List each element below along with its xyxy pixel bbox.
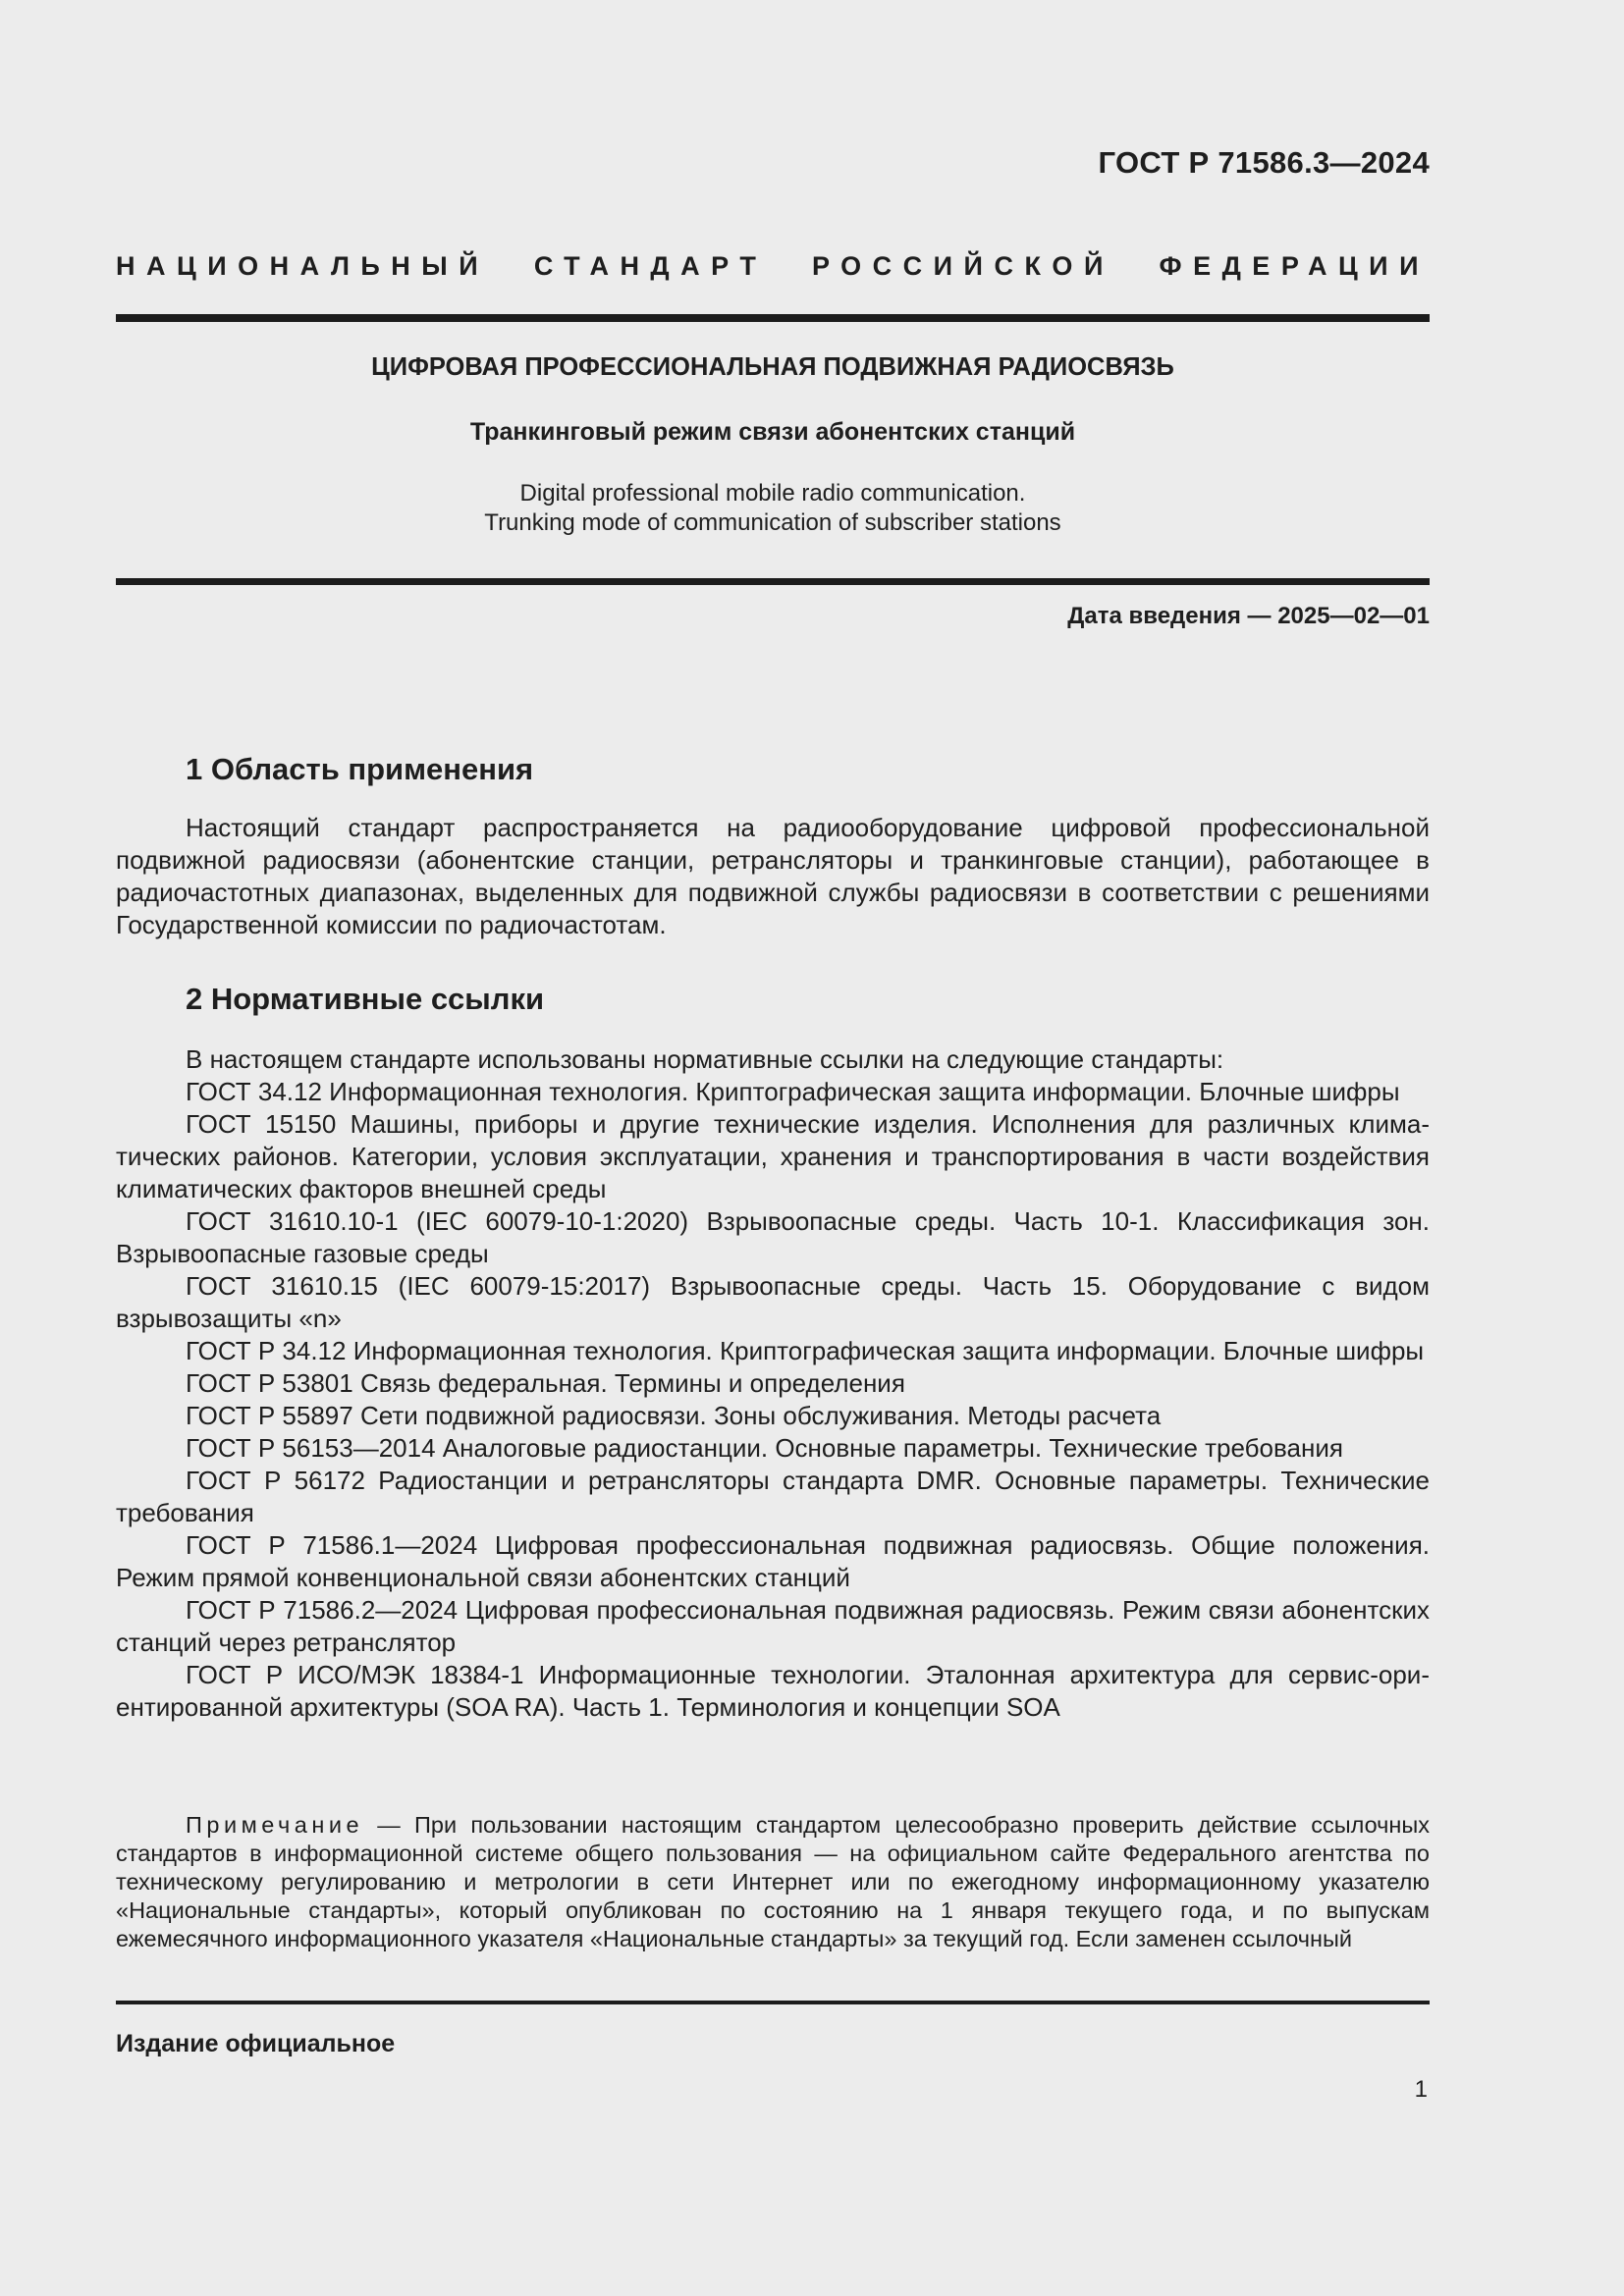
reference-note — [116, 1811, 1430, 1953]
reference-item: ГОСТ 31610.15 (IEC 60079-15:2017) Взрывоопасные среды. Часть 15. Оборудование с видом взрывозащиты «n» — [116, 1271, 1430, 1333]
reference-item: ГОСТ Р 71586.1—2024 Цифровая профессиональная подвижная радиосвязь. Общие положения. Режим прямой конвенциональной связи абонентских станций — [116, 1530, 1430, 1592]
standard-subtitle: Транкинговый режим связи абонентских станций — [469, 418, 1076, 446]
reference-item: ГОСТ 34.12 Информационная технология. Криптографическая защита информации. Блочные шифры — [186, 1077, 1400, 1106]
reference-item: ГОСТ Р 56153—2014 Аналоговые радиостанции. Основные параметры. Технические требования — [186, 1433, 1343, 1463]
introduction-date: Дата введения — 2025—02—01 — [1067, 603, 1430, 629]
english-title — [116, 479, 1430, 538]
section-2-heading: 2 Нормативные ссылки — [186, 982, 545, 1016]
reference-item: ГОСТ Р 34.12 Информационная технология. Криптографическая защита информации. Блочные шифры — [186, 1336, 1425, 1365]
title-divider — [116, 578, 1430, 585]
reference-item: ГОСТ Р 71586.2—2024 Цифровая профессиональная подвижная радиосвязь. Режим связи абонентских станций через ретранслятор — [116, 1595, 1430, 1657]
official-edition-label: Издание официальное — [116, 2030, 396, 2057]
note-text: — При пользовании настоящим стандартом целесообразно проверить действие ссылочных стандартов в информационной системе общего пользования — на официальном сайте Федерального агентства по техническому регулированию и метрологии в сети Интернет или по ежегодному информационному указателю «Национальные стандарты», который опубликован по состоянию на 1 января текущего года, и по выпускам ежемесячного информационного указателя «Национальные стандарты» за текущий год. Если заменен ссылочный — [116, 1812, 1430, 1951]
english-title-line-1: Digital professional mobile radio communication. — [519, 480, 1026, 507]
normative-references-list — [116, 1043, 1430, 1724]
reference-item: ГОСТ Р ИСО/МЭК 18384-1 Информационные технологии. Эталонная архитектура для сервис-ориентированной архитектуры (SOA RA). Часть 1. Терминология и концепции SOA — [116, 1660, 1430, 1722]
note-label: Примечание — [186, 1812, 364, 1838]
section-1-heading: 1 Область применения — [186, 752, 534, 786]
page-number: 1 — [1414, 2076, 1428, 2103]
reference-item: ГОСТ 31610.10-1 (IEC 60079-10-1:2020) Взрывоопасные среды. Часть 10-1. Классификация зон. Взрывоопасные газовые среды — [116, 1206, 1430, 1268]
reference-item: ГОСТ Р 53801 Связь федеральная. Термины и определения — [186, 1368, 905, 1398]
english-title-line-2: Trunking mode of communication of subscriber stations — [484, 509, 1061, 536]
reference-item: ГОСТ 15150 Машины, приборы и другие технические изделия. Исполнения для различных климатических районов. Категории, условия эксплуатации, хранения и транспортирования в части воздействия климатических факторов внешней среды — [116, 1109, 1430, 1203]
section-1-text: Настоящий стандарт распространяется на радиооборудование цифровой профессиональной подвижной радиосвязи (абонентские станции, ретрансляторы и транкинговые станции), работающее в радиочастотных диапазонах, выделенных для подвижной службы радиосвязи в соответствии с решениями Государственной комиссии по радиочастотам. — [116, 813, 1430, 939]
reference-item: ГОСТ Р 55897 Сети подвижной радиосвязи. Зоны обслуживания. Методы расчета — [186, 1401, 1162, 1430]
references-intro: В настоящем стандарте использованы нормативные ссылки на следующие стандарты: — [186, 1044, 1224, 1074]
document-code: ГОСТ Р 71586.3—2024 — [1098, 145, 1430, 180]
footer-divider — [116, 2001, 1430, 2004]
standard-title: ЦИФРОВАЯ ПРОФЕССИОНАЛЬНАЯ ПОДВИЖНАЯ РАДИОСВЯЗЬ — [371, 353, 1174, 381]
national-standard-title: НАЦИОНАЛЬНЫЙ СТАНДАРТ РОССИЙСКОЙ ФЕДЕРАЦИИ — [116, 251, 1430, 281]
header-divider — [116, 314, 1430, 322]
reference-item: ГОСТ Р 56172 Радиостанции и ретрансляторы стандарта DMR. Основные параметры. Технические требования — [116, 1466, 1430, 1527]
